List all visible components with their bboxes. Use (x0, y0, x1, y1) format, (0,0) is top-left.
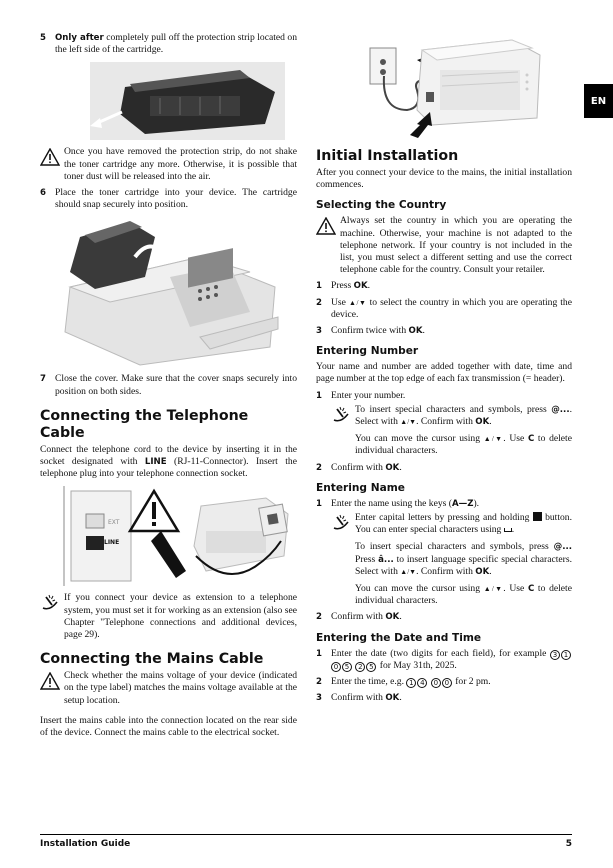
note-text: You can move the cursor using ▲/▼. Use C to delete individual characters. (355, 433, 572, 457)
note-text: You can move the cursor using ▲/▼. Use C to delete individual characters. (355, 583, 572, 607)
shift-key-icon (533, 512, 542, 521)
step-number: 5 (40, 33, 46, 43)
country-step-1 (316, 280, 572, 292)
warning-triangle-icon (40, 670, 64, 707)
step-number: 3 (316, 326, 322, 337)
step-text: Confirm with OK. (331, 611, 402, 623)
cartridge-insertion-figure (50, 217, 297, 367)
note-text: Enter capital letters by pressing and holding button. You can enter special characters using . (355, 512, 572, 536)
section-heading-telephone-cable: Connecting the Telephone Cable (40, 407, 249, 441)
note-text: Check whether the mains voltage of your device (indicated on the type label) matches the mains voltage available at the setup location. (64, 670, 297, 706)
telephone-connection-figure (56, 486, 297, 586)
country-step-2 (316, 297, 572, 321)
entering-number-text: Your name and number are added together with date, time and page number at the top edge of each fax transmission (= header). (316, 361, 572, 385)
step-number: 6 (40, 188, 46, 199)
number-step-1 (316, 390, 572, 402)
step-text: Enter your number. (331, 389, 406, 401)
name-step-2 (316, 611, 572, 623)
tip-note-number (331, 404, 572, 458)
subheading-entering-number: Entering Number (316, 345, 419, 358)
space-key-icon (504, 528, 512, 532)
language-tab: EN (584, 84, 613, 118)
warning-triangle-icon (40, 146, 64, 183)
note-text: Once you have removed the protection strip, do not shake the toner cartridge any more. Otherwise, it is possible that toner dust will be released into the air. (64, 146, 297, 182)
date-step-3 (316, 692, 572, 704)
step-text: Enter the name using the keys (A—Z). (331, 497, 480, 509)
arrow-keys: ▲/▼ (348, 298, 367, 307)
step-number: 2 (316, 297, 322, 308)
step-number: 2 (316, 612, 322, 623)
step-number: 1 (316, 498, 322, 509)
name-step-1 (316, 498, 572, 510)
step-6 (40, 187, 297, 211)
page-footer (40, 834, 572, 849)
step-text: Confirm twice with OK. (331, 325, 425, 337)
warning-note-mains (40, 670, 297, 707)
step-text: Enter the time, e.g. 1 4 0 0 for 2 pm. (331, 676, 491, 688)
step-number: 1 (316, 281, 322, 292)
left-column (40, 28, 297, 739)
warning-triangle-icon (316, 215, 340, 276)
step-text: Confirm with OK. (331, 692, 402, 704)
number-step-2 (316, 462, 572, 474)
step-text: Enter the date (two digits for each field), for example 3 1 0 5 2 5 for May 31th, 2025. (331, 648, 572, 672)
tip-note-extension (40, 592, 297, 641)
step-7 (40, 373, 297, 397)
footer-title: Installation Guide (40, 839, 131, 849)
tip-pen-icon (331, 512, 355, 607)
tip-pen-icon (40, 592, 64, 641)
section-heading-initial-installation: Initial Installation (316, 148, 459, 164)
tip-note-name (331, 512, 572, 607)
toner-cartridge-figure (90, 62, 297, 140)
step-number: 1 (316, 648, 322, 659)
note-text: Always set the country in which you are operating the machine. Otherwise, your machine is not adapted to the telephone network. If your country is not included in the list, you must select a different setting and use the correct telephone cable for the country. Consult your retailer. (340, 215, 572, 276)
ext-port-label: EXT (108, 519, 120, 527)
subheading-entering-name: Entering Name (316, 481, 405, 494)
step-number: 3 (316, 693, 322, 704)
telephone-cable-text: Connect the telephone cord to the device by inserting it in the socket designated with LINE (RJ-11-Connector). Insert the telephone plug into your telephone connection socket. (40, 443, 297, 480)
step-5 (40, 32, 297, 56)
mains-connection-figure (362, 30, 572, 140)
section-heading-mains-cable: Connecting the Mains Cable (40, 651, 264, 668)
mains-cable-text: Insert the mains cable into the connection located on the rear side of the device. Connect the mains cable to the electrical socket. (40, 714, 297, 739)
step-text: Place the toner cartridge into your device. The cartridge should snap securely into position. (55, 187, 297, 211)
country-step-3 (316, 325, 572, 337)
tip-pen-icon (331, 404, 355, 458)
note-text: To insert special characters and symbols, press @.... Select with ▲/▼. Confirm with OK. (355, 403, 572, 428)
right-column (316, 28, 572, 705)
step-text: Use ▲/▼ to select the country in which you are operating the device. (331, 296, 572, 320)
step-number: 2 (316, 677, 322, 688)
step-number: 7 (40, 374, 46, 385)
warning-note-toner (40, 146, 297, 183)
step-text: Only after completely pull off the protection strip located on the left side of the cartridge. (55, 32, 297, 56)
note-text: To insert special characters and symbols, press @... Press â... to insert language specific special characters. Select with ▲/▼. Confirm with OK. (355, 541, 572, 577)
step-text: Confirm with OK. (331, 461, 402, 473)
warning-note-country (316, 215, 572, 276)
date-step-1 (316, 648, 572, 672)
step-text: Press OK. (331, 280, 371, 292)
subheading-entering-date-time: Entering the Date and Time (316, 631, 482, 644)
step-text: Close the cover. Make sure that the cover snaps securely into position on both sides. (55, 373, 297, 397)
page-number: 5 (565, 839, 572, 849)
step-number: 1 (316, 390, 322, 401)
step-number: 2 (316, 462, 322, 473)
initial-installation-text: After you connect your device to the mains, the initial installation commences. (316, 167, 572, 191)
subheading-selecting-country: Selecting the Country (316, 199, 447, 212)
note-text: If you connect your device as extension to a telephone system, you must set it for working as an extension (also see Chapter "Telephone connections and additional devices, page 29). (64, 592, 297, 641)
date-step-2 (316, 676, 572, 688)
line-port-label: LINE (104, 539, 120, 547)
